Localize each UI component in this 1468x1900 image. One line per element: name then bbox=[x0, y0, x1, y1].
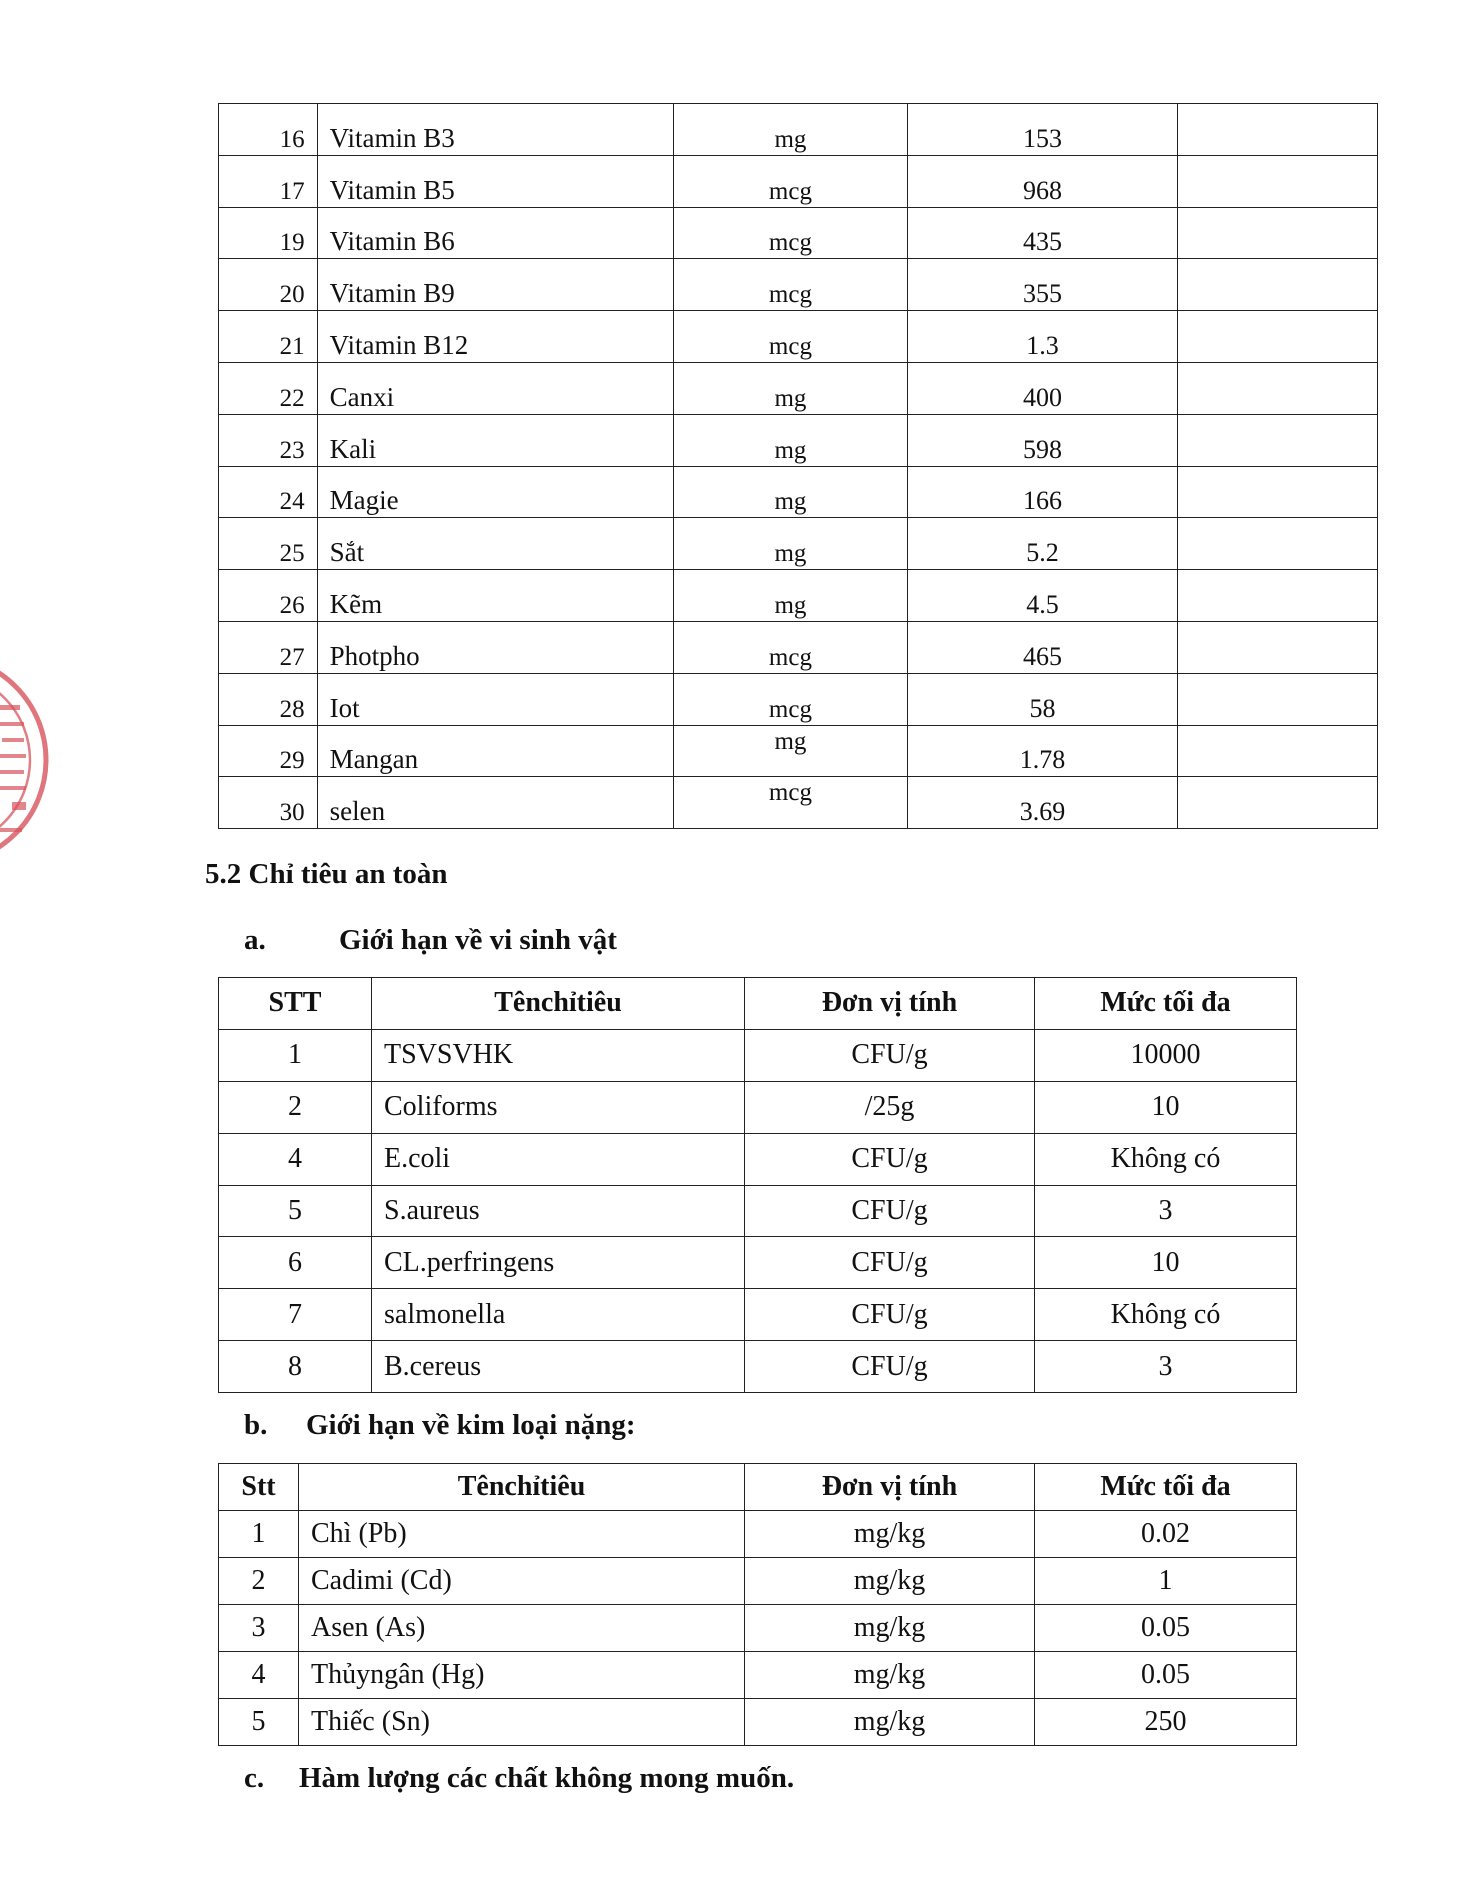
row-stt: 21 bbox=[219, 311, 318, 363]
row-name: TSVSVHK bbox=[372, 1029, 745, 1081]
table-row bbox=[219, 1029, 1297, 1081]
row-name: Coliforms bbox=[372, 1081, 745, 1133]
row-unit: mg bbox=[673, 414, 907, 466]
table-row bbox=[219, 1605, 1297, 1652]
row-name: Canxi bbox=[317, 362, 673, 414]
row-stt: 17 bbox=[219, 155, 318, 207]
row-unit: mcg bbox=[673, 207, 907, 259]
row-note bbox=[1177, 207, 1377, 259]
table-row bbox=[219, 207, 1378, 259]
row-name: Cadimi (Cd) bbox=[299, 1558, 745, 1605]
row-value: 355 bbox=[908, 259, 1178, 311]
table-row bbox=[219, 725, 1378, 777]
row-name: Magie bbox=[317, 466, 673, 518]
row-value: 968 bbox=[908, 155, 1178, 207]
row-stt: 1 bbox=[219, 1511, 299, 1558]
table-row bbox=[219, 259, 1378, 311]
section-c-heading bbox=[244, 1762, 794, 1795]
table-row bbox=[219, 777, 1378, 829]
row-stt: 30 bbox=[219, 777, 318, 829]
row-name: Kẽm bbox=[317, 570, 673, 622]
row-unit: CFU/g bbox=[745, 1133, 1035, 1185]
row-name: B.cereus bbox=[372, 1341, 745, 1393]
table-row bbox=[219, 1652, 1297, 1699]
row-unit: CFU/g bbox=[745, 1341, 1035, 1393]
row-stt: 6 bbox=[219, 1237, 372, 1289]
section-a-title: Giới hạn về vi sinh vật bbox=[339, 924, 617, 956]
row-name: Photpho bbox=[317, 621, 673, 673]
row-unit: mcg bbox=[673, 673, 907, 725]
row-value: 5.2 bbox=[908, 518, 1178, 570]
row-stt: 29 bbox=[219, 725, 318, 777]
row-value: 598 bbox=[908, 414, 1178, 466]
row-note bbox=[1177, 104, 1377, 156]
row-stt: 2 bbox=[219, 1081, 372, 1133]
row-note bbox=[1177, 673, 1377, 725]
row-unit: CFU/g bbox=[745, 1029, 1035, 1081]
row-note bbox=[1177, 466, 1377, 518]
row-value: 400 bbox=[908, 362, 1178, 414]
row-max: 10000 bbox=[1035, 1029, 1297, 1081]
row-name: Vitamin B9 bbox=[317, 259, 673, 311]
heavy-metal-limits-table bbox=[218, 1463, 1297, 1746]
row-note bbox=[1177, 362, 1377, 414]
table-row bbox=[219, 1081, 1297, 1133]
row-name: Kali bbox=[317, 414, 673, 466]
table-row bbox=[219, 1511, 1297, 1558]
header-stt: STT bbox=[219, 978, 372, 1030]
header-unit: Đơn vị tính bbox=[745, 978, 1035, 1030]
section-b-heading bbox=[244, 1409, 635, 1442]
row-max: 10 bbox=[1035, 1237, 1297, 1289]
microbiological-limits-table bbox=[218, 977, 1297, 1393]
table-row bbox=[219, 518, 1378, 570]
row-unit: mg bbox=[673, 362, 907, 414]
row-note bbox=[1177, 311, 1377, 363]
row-unit: mcg bbox=[673, 621, 907, 673]
row-stt: 2 bbox=[219, 1558, 299, 1605]
row-name: Vitamin B12 bbox=[317, 311, 673, 363]
table-row bbox=[219, 1341, 1297, 1393]
row-unit: mcg bbox=[673, 777, 907, 829]
row-unit: mcg bbox=[673, 311, 907, 363]
header-max: Mức tối đa bbox=[1035, 1464, 1297, 1511]
row-stt: 22 bbox=[219, 362, 318, 414]
row-unit: mg bbox=[673, 104, 907, 156]
table-row bbox=[219, 466, 1378, 518]
row-stt: 5 bbox=[219, 1699, 299, 1746]
row-stt: 7 bbox=[219, 1289, 372, 1341]
row-max: 10 bbox=[1035, 1081, 1297, 1133]
row-stt: 19 bbox=[219, 207, 318, 259]
header-name: Tênchỉtiêu bbox=[372, 978, 745, 1030]
row-stt: 4 bbox=[219, 1133, 372, 1185]
section-c-title: Hàm lượng các chất không mong muốn. bbox=[299, 1762, 795, 1794]
row-stt: 24 bbox=[219, 466, 318, 518]
table-row bbox=[219, 1185, 1297, 1237]
row-name: salmonella bbox=[372, 1289, 745, 1341]
row-note bbox=[1177, 518, 1377, 570]
header-stt: Stt bbox=[219, 1464, 299, 1511]
table-row bbox=[219, 311, 1378, 363]
row-note bbox=[1177, 155, 1377, 207]
section-a-heading bbox=[244, 924, 617, 957]
row-name: Mangan bbox=[317, 725, 673, 777]
row-stt: 1 bbox=[219, 1029, 372, 1081]
table-row bbox=[219, 1133, 1297, 1185]
row-max: 0.02 bbox=[1035, 1511, 1297, 1558]
table-row bbox=[219, 1237, 1297, 1289]
row-value: 153 bbox=[908, 104, 1178, 156]
row-unit: mg/kg bbox=[745, 1652, 1035, 1699]
row-stt: 28 bbox=[219, 673, 318, 725]
table-row bbox=[219, 362, 1378, 414]
row-note bbox=[1177, 414, 1377, 466]
section-a-label: a. bbox=[244, 924, 266, 956]
row-name: Vitamin B5 bbox=[317, 155, 673, 207]
row-value: 3.69 bbox=[908, 777, 1178, 829]
row-unit: mg bbox=[673, 466, 907, 518]
header-max: Mức tối đa bbox=[1035, 978, 1297, 1030]
row-value: 58 bbox=[908, 673, 1178, 725]
row-unit: mg bbox=[673, 570, 907, 622]
row-stt: 20 bbox=[219, 259, 318, 311]
nutrition-table bbox=[218, 103, 1378, 829]
table-row bbox=[219, 1699, 1297, 1746]
row-stt: 16 bbox=[219, 104, 318, 156]
row-unit: mcg bbox=[673, 259, 907, 311]
row-max: Không có bbox=[1035, 1289, 1297, 1341]
row-note bbox=[1177, 725, 1377, 777]
table-header-row bbox=[219, 978, 1297, 1030]
row-stt: 23 bbox=[219, 414, 318, 466]
row-name: E.coli bbox=[372, 1133, 745, 1185]
row-max: 1 bbox=[1035, 1558, 1297, 1605]
row-value: 166 bbox=[908, 466, 1178, 518]
row-max: Không có bbox=[1035, 1133, 1297, 1185]
row-stt: 5 bbox=[219, 1185, 372, 1237]
row-name: Thiếc (Sn) bbox=[299, 1699, 745, 1746]
row-unit: CFU/g bbox=[745, 1185, 1035, 1237]
row-name: Chì (Pb) bbox=[299, 1511, 745, 1558]
section-b-title: Giới hạn về kim loại nặng: bbox=[306, 1409, 636, 1441]
row-note bbox=[1177, 259, 1377, 311]
row-note bbox=[1177, 570, 1377, 622]
row-name: selen bbox=[317, 777, 673, 829]
row-stt: 25 bbox=[219, 518, 318, 570]
row-unit: mg bbox=[673, 725, 907, 777]
table-row bbox=[219, 1558, 1297, 1605]
row-value: 1.3 bbox=[908, 311, 1178, 363]
row-value: 4.5 bbox=[908, 570, 1178, 622]
row-value: 435 bbox=[908, 207, 1178, 259]
row-max: 0.05 bbox=[1035, 1652, 1297, 1699]
row-name: Thủyngân (Hg) bbox=[299, 1652, 745, 1699]
row-unit: mg/kg bbox=[745, 1511, 1035, 1558]
row-unit: mcg bbox=[673, 155, 907, 207]
company-stamp bbox=[0, 650, 54, 870]
header-unit: Đơn vị tính bbox=[745, 1464, 1035, 1511]
row-name: Sắt bbox=[317, 518, 673, 570]
row-value: 1.78 bbox=[908, 725, 1178, 777]
row-note bbox=[1177, 777, 1377, 829]
row-unit: mg/kg bbox=[745, 1558, 1035, 1605]
row-note bbox=[1177, 621, 1377, 673]
row-unit: CFU/g bbox=[745, 1237, 1035, 1289]
header-name: Tênchỉtiêu bbox=[299, 1464, 745, 1511]
table-row bbox=[219, 104, 1378, 156]
row-stt: 8 bbox=[219, 1341, 372, 1393]
row-name: Asen (As) bbox=[299, 1605, 745, 1652]
row-unit: mg bbox=[673, 518, 907, 570]
row-unit: mg/kg bbox=[745, 1605, 1035, 1652]
table-row bbox=[219, 414, 1378, 466]
row-max: 3 bbox=[1035, 1185, 1297, 1237]
row-stt: 3 bbox=[219, 1605, 299, 1652]
table-row bbox=[219, 155, 1378, 207]
row-max: 0.05 bbox=[1035, 1605, 1297, 1652]
row-name: Iot bbox=[317, 673, 673, 725]
table-row bbox=[219, 621, 1378, 673]
row-value: 465 bbox=[908, 621, 1178, 673]
row-name: S.aureus bbox=[372, 1185, 745, 1237]
table-row bbox=[219, 570, 1378, 622]
table-row bbox=[219, 1289, 1297, 1341]
row-name: Vitamin B6 bbox=[317, 207, 673, 259]
row-max: 3 bbox=[1035, 1341, 1297, 1393]
row-stt: 4 bbox=[219, 1652, 299, 1699]
row-stt: 26 bbox=[219, 570, 318, 622]
section-5-2-heading: 5.2 Chỉ tiêu an toàn bbox=[205, 858, 448, 890]
section-c-label: c. bbox=[244, 1762, 265, 1794]
table-header-row bbox=[219, 1464, 1297, 1511]
row-unit: CFU/g bbox=[745, 1289, 1035, 1341]
row-name: CL.perfringens bbox=[372, 1237, 745, 1289]
row-max: 250 bbox=[1035, 1699, 1297, 1746]
row-name: Vitamin B3 bbox=[317, 104, 673, 156]
table-row bbox=[219, 673, 1378, 725]
section-b-label: b. bbox=[244, 1409, 268, 1441]
row-unit: /25g bbox=[745, 1081, 1035, 1133]
row-unit: mg/kg bbox=[745, 1699, 1035, 1746]
row-stt: 27 bbox=[219, 621, 318, 673]
